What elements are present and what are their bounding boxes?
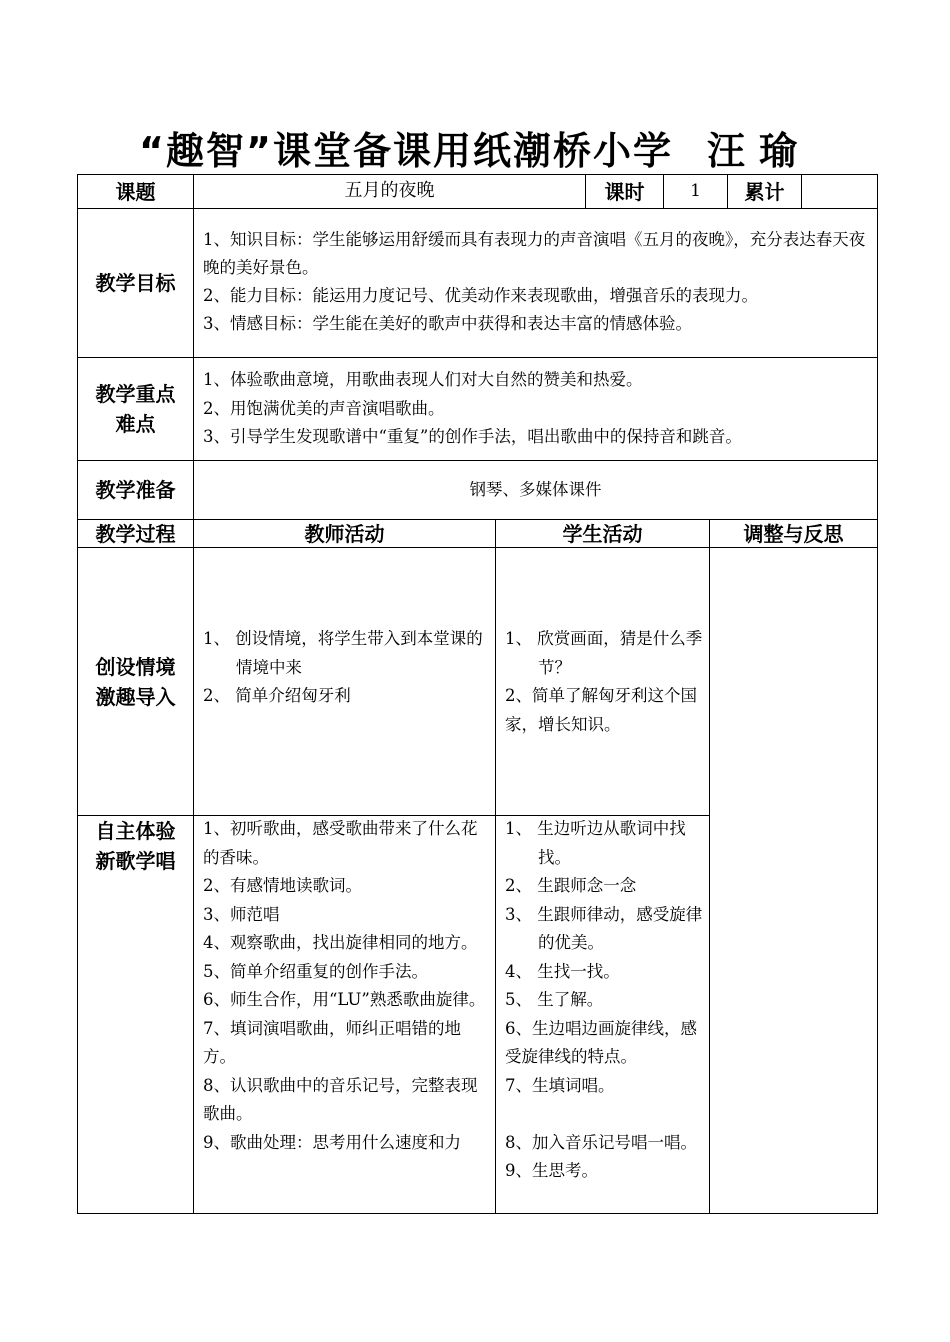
total-value bbox=[802, 175, 877, 208]
list-item: 5、简单介绍重复的创作手法。 bbox=[203, 961, 428, 981]
objectives-content bbox=[203, 226, 873, 338]
stage1-teacher bbox=[203, 625, 488, 711]
key-points-label-line1: 教学重点 bbox=[95, 382, 176, 406]
stage2-label-line1: 自主体验 bbox=[95, 819, 176, 843]
list-item: 1、 生边听边从歌词中找找。 bbox=[505, 819, 686, 867]
list-item: 1、 欣赏画面，猜是什么季节？ bbox=[505, 629, 703, 677]
key-point-item: 1、体验歌曲意境，用歌曲表现人们对大自然的赞美和热爱。 bbox=[203, 370, 643, 389]
key-points-label-line2: 难点 bbox=[115, 412, 156, 436]
total-label: 累计 bbox=[744, 179, 785, 204]
stage1-student bbox=[505, 625, 703, 739]
grid-line bbox=[495, 519, 496, 1214]
topic-label: 课题 bbox=[115, 179, 156, 204]
process-col-student: 学生活动 bbox=[562, 521, 643, 546]
author-name: 汪瑜 bbox=[706, 129, 811, 173]
key-points-content bbox=[203, 366, 873, 452]
list-item: 1、初听歌曲，感受歌曲带来了什么花的香味。 bbox=[203, 819, 478, 867]
list-item: 1、 创设情境，将学生带入到本堂课的情境中来 bbox=[203, 629, 483, 677]
stage2-label-line2: 新歌学唱 bbox=[95, 849, 176, 873]
title-text: “趣智”课堂备课用纸潮桥小学 bbox=[139, 129, 673, 173]
preparation-label: 教学准备 bbox=[95, 478, 176, 502]
grid-line bbox=[709, 519, 710, 1214]
grid-line bbox=[77, 1213, 878, 1214]
process-col-teacher: 教师活动 bbox=[304, 521, 385, 546]
stage1-label-line1: 创设情境 bbox=[95, 654, 176, 679]
stage2-student bbox=[505, 815, 703, 1186]
list-item: 3、师范唱 bbox=[203, 904, 280, 924]
list-item: 2、简单了解匈牙利这个国家，增长知识。 bbox=[505, 686, 697, 734]
objective-item: 1、知识目标：学生能够运用舒缓而具有表现力的声音演唱《五月的夜晚》，充分表达春天夜晚的美好景色。 bbox=[203, 230, 866, 277]
list-item: 8、加入音乐记号唱一唱。 bbox=[505, 1132, 697, 1152]
grid-line bbox=[77, 357, 878, 358]
period-label: 课时 bbox=[604, 179, 645, 204]
grid-line bbox=[193, 174, 194, 1214]
period-value: 1 bbox=[690, 181, 701, 202]
preparation-value: 钢琴、多媒体课件 bbox=[469, 479, 602, 499]
grid-line bbox=[77, 208, 878, 209]
page-title bbox=[0, 120, 950, 175]
list-item: 7、生填词唱。 bbox=[505, 1075, 615, 1095]
objectives-label: 教学目标 bbox=[95, 271, 176, 295]
process-col-reflection: 调整与反思 bbox=[743, 521, 844, 546]
key-points-label bbox=[78, 358, 193, 460]
objective-item: 2、能力目标：能运用力度记号、优美动作来表现歌曲，增强音乐的表现力。 bbox=[203, 286, 758, 305]
list-item: 3、 生跟师律动，感受旋律的优美。 bbox=[505, 904, 703, 952]
list-item: 5、 生了解。 bbox=[505, 990, 604, 1009]
list-item: 8、认识歌曲中的音乐记号，完整表现歌曲。 bbox=[203, 1075, 478, 1123]
stage1-label-line2: 激趣导入 bbox=[95, 684, 176, 709]
stage2-label bbox=[78, 816, 193, 876]
list-item: 2、 简单介绍匈牙利 bbox=[203, 686, 351, 705]
list-item: 4、 生找一找。 bbox=[505, 961, 620, 981]
list-item: 4、观察歌曲，找出旋律相同的地方。 bbox=[203, 933, 478, 952]
key-point-item: 3、引导学生发现歌谱中“重复”的创作手法，唱出歌曲中的保持音和跳音。 bbox=[203, 427, 742, 446]
table-border-right bbox=[877, 174, 878, 1214]
stage1-label bbox=[78, 548, 193, 815]
list-item: 2、有感情地读歌词。 bbox=[203, 876, 362, 895]
list-item: 2、 生跟师念一念 bbox=[505, 876, 637, 895]
process-col-stage: 教学过程 bbox=[95, 521, 176, 546]
stage2-teacher bbox=[203, 815, 491, 1157]
list-item: 9、歌曲处理：思考用什么速度和力 bbox=[203, 1132, 461, 1152]
key-point-item: 2、用饱满优美的声音演唱歌曲。 bbox=[203, 398, 445, 418]
topic-value: 五月的夜晚 bbox=[344, 180, 435, 202]
list-item: 9、生思考。 bbox=[505, 1161, 598, 1180]
list-item: 6、生边唱边画旋律线，感受旋律线的特点。 bbox=[505, 1018, 697, 1066]
list-item: 6、师生合作，用“LU”熟悉歌曲旋律。 bbox=[203, 990, 486, 1009]
list-item bbox=[505, 1100, 703, 1129]
list-item: 7、填词演唱歌曲，师纠正唱错的地方。 bbox=[203, 1018, 461, 1066]
objective-item: 3、情感目标：学生能在美好的歌声中获得和表达丰富的情感体验。 bbox=[203, 314, 692, 333]
